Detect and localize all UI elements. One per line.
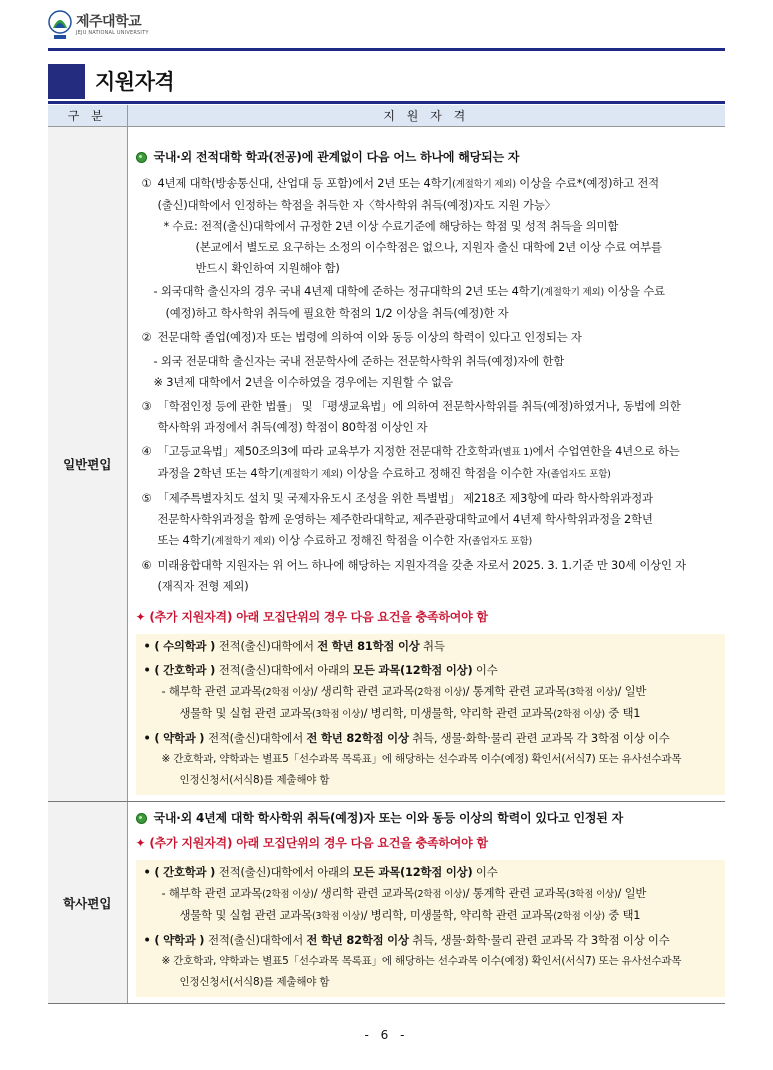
req-text: 취득, 생물·화학·물리 관련 교과목 각 3학점 이상 이수: [408, 933, 670, 947]
green-bullet-icon: [136, 152, 147, 163]
dept-label: • ( 약학과 ): [143, 731, 209, 745]
item-text: 「고등교육법」제50조의3에 따라 교육부가 지정한 전문대학 간호학과: [157, 444, 500, 458]
item-text: 4년제 대학(방송통신대, 산업대 등 포함)에서 2년 또는 4학기: [157, 176, 453, 190]
req-text-bold: 모든 과목(12학점 이상): [353, 663, 473, 677]
item-text-small: (계절학기 제외): [279, 469, 343, 480]
dept-label: • ( 간호학과 ): [143, 663, 219, 677]
req-text: 전적(출신)대학에서 아래의: [218, 865, 354, 879]
additional-requirement: ✦ (추가 지원자격) 아래 모집단위의 경우 다음 요건을 충족하여야 함: [135, 836, 488, 850]
label-bachelor-transfer: 학사편입: [48, 802, 127, 1004]
req-text: 전적(출신)대학에서 아래의: [218, 663, 354, 677]
dept-label: • ( 약학과 ): [143, 933, 209, 947]
note-text: 인정신청서(서식8)를 제출해야 함: [179, 976, 330, 988]
item-text: 이상 수료하고 정해진 학점을 이수한 자: [274, 533, 469, 547]
item-number: ④: [141, 444, 152, 458]
item-6: [136, 555, 722, 597]
logo-emblem-icon: [48, 8, 72, 42]
req-text-small: (3학점 이상): [312, 911, 364, 922]
req-text-small: (2학점 이상): [414, 889, 466, 900]
bachelor-heading: [136, 808, 722, 829]
item-text: 「제주특별자치도 설치 및 국제자유도시 조성을 위한 특별법」 제218조 제3항에 따라 학사학위과정과: [157, 491, 653, 505]
req-text: 취득: [419, 639, 445, 653]
item-5: [136, 488, 722, 552]
eligibility-table: [48, 105, 725, 1004]
req-text: / 일반: [617, 684, 647, 698]
requirement-box: [136, 634, 726, 795]
req-text-bold: 전 학년 81학점 이상: [317, 639, 420, 653]
item-text: 에서 수업연한을 4년으로 하는: [532, 444, 680, 458]
green-bullet-icon: [136, 813, 147, 824]
item-1: [136, 173, 722, 216]
university-logo: [48, 8, 149, 42]
item-text-small: (계절학기 제외): [211, 536, 275, 547]
item-text-small: (졸업자도 포함): [546, 469, 611, 480]
item-text: 이상을 수료하고 정해진 학점을 이수한 자: [342, 466, 547, 480]
foreign-text: (예정)하고 학사학위 취득에 필요한 학점의 1/2 이상을 취득(예정)한 자: [165, 306, 509, 320]
req-text: 전적(출신)대학에서: [208, 933, 307, 947]
item-text: 과정을 2학년 또는 4학기: [157, 466, 280, 480]
req-text-small: (3학점 이상): [565, 889, 618, 900]
title-block: [48, 64, 85, 99]
page-title: 지원자격: [95, 70, 175, 94]
foreign-text: 이상을 수료: [604, 284, 665, 298]
page-number: - 6 -: [364, 1028, 409, 1042]
req-text: / 생리학 관련 교과목: [313, 684, 415, 698]
note-text: ※ 간호학과, 약학과는 별표5「선수과목 목록표」에 해당하는 선수과목 이수(예정) 확인서(서식7) 또는 유사선수과목: [161, 753, 682, 765]
req-text: 취득, 생물·화학·물리 관련 교과목 각 3학점 이상 이수: [408, 731, 670, 745]
req-text: / 통계학 관련 교과목: [465, 886, 566, 900]
label-general-transfer: 일반편입: [48, 127, 127, 802]
item-number: ②: [141, 330, 152, 344]
item-number: ⑥: [141, 558, 152, 572]
content-bachelor-transfer: [127, 802, 725, 1004]
row-bachelor-transfer: [48, 802, 725, 1004]
note-text: 반드시 확인하여 지원해야 함): [195, 261, 340, 275]
req-text: / 병리학, 미생물학, 약리학 관련 교과목: [363, 706, 554, 720]
req-text: 생물학 및 실험 관련 교과목: [179, 706, 313, 720]
req-text-small: (3학점 이상): [312, 709, 364, 720]
item-text: 전문대학 졸업(예정)자 또는 법령에 의하여 이와 동등 이상의 학력이 있다고 인정되는 자: [157, 330, 582, 344]
req-text-bold: 전 학년 82학점 이상: [306, 731, 409, 745]
req-text-small: (2학점 이상): [262, 889, 314, 900]
bachelor-heading-text: 국내·외 4년제 대학 학사학위 취득(예정)자 또는 이와 동등 이상의 학력이 있다고 인정된 자: [153, 811, 624, 825]
item-text: 전문학사학위과정을 함께 운영하는 제주한라대학교, 제주관광대학교에서 4년제 학사학위과정을 2학년: [157, 512, 653, 526]
note-text: ※ 간호학과, 약학과는 별표5「선수과목 목록표」에 해당하는 선수과목 이수(예정) 확인서(서식7) 또는 유사선수과목: [161, 955, 682, 967]
req-text: 전적(출신)대학에서: [208, 731, 307, 745]
req-text: 이수: [472, 865, 498, 879]
item-2: [136, 327, 722, 348]
item-number: ⑤: [141, 491, 152, 505]
item-text: 「학점인정 등에 관한 법률」 및 「평생교육법」에 의하여 전문학사학위를 취득(예정)하였거나, 동법에 의한: [157, 399, 681, 413]
req-text: / 통계학 관련 교과목: [465, 684, 566, 698]
req-text-small: (2학점 이상): [262, 687, 314, 698]
req-text: / 일반: [617, 886, 647, 900]
dept-label: • ( 수의학과 ): [143, 639, 219, 653]
req-text-small: (2학점 이상): [553, 911, 605, 922]
req-text-bold: 모든 과목(12학점 이상): [353, 865, 473, 879]
foreign-text: - 외국대학 출신자의 경우 국내 4년제 대학에 준하는 정규대학의 2년 또는 4학기: [153, 284, 541, 298]
req-text-small: (2학점 이상): [553, 709, 605, 720]
item-text: 미래융합대학 지원자는 위 어느 하나에 해당하는 지원자격을 갖춘 자로서 2025. 3. 1.기준 만 30세 이상인 자: [157, 558, 686, 572]
header-category: 구 분: [48, 105, 127, 127]
req-text: / 병리학, 미생물학, 약리학 관련 교과목: [363, 908, 554, 922]
item-text: 학사학위 과정에서 취득(예정) 학점이 80학점 이상인 자: [157, 420, 428, 434]
item-number: ①: [141, 176, 152, 190]
item-text: 또는 4학기: [157, 533, 212, 547]
req-text: - 해부학 관련 교과목: [161, 886, 263, 900]
note-text: ※ 3년제 대학에서 2년을 이수하였을 경우에는 지원할 수 없음: [153, 375, 453, 389]
note-text: (본교에서 별도로 요구하는 소정의 이수학점은 없으나, 지원자 출신 대학에 2년 이상 수료 여부를: [195, 240, 662, 254]
note-text: * 수료: 전적(출신)대학에서 규정한 2년 이상 수료기준에 해당하는 학점 및 성적 취득을 의미함: [163, 219, 619, 233]
title-rule: [48, 101, 725, 104]
dept-label: • ( 간호학과 ): [143, 865, 219, 879]
general-heading-text: 국내·외 전적대학 학과(전공)에 관계없이 다음 어느 하나에 해당되는 자: [153, 150, 520, 164]
header-eligibility: 지 원 자 격: [127, 105, 725, 127]
row-general-transfer: [48, 127, 725, 802]
req-text-small: (3학점 이상): [565, 687, 618, 698]
item-text-small: (계절학기 제외): [452, 179, 516, 190]
item-text-small: (졸업자도 포함): [468, 536, 532, 547]
top-rule: [48, 48, 725, 51]
logo-name-en: JEJU NATIONAL UNIVERSITY: [76, 29, 149, 36]
req-text: - 해부학 관련 교과목: [161, 684, 263, 698]
req-text: 이수: [472, 663, 498, 677]
req-text: 전적(출신)대학에서: [218, 639, 318, 653]
item-text: (출신)대학에서 인정하는 학점을 취득한 자〈학사학위 취득(예정)자도 지원 가능〉: [157, 198, 556, 212]
req-text-bold: 전 학년 82학점 이상: [306, 933, 409, 947]
additional-requirement: ✦ (추가 지원자격) 아래 모집단위의 경우 다음 요건을 충족하여야 함: [135, 610, 488, 624]
req-text-small: (2학점 이상): [414, 687, 466, 698]
general-heading: [136, 147, 722, 168]
item-text: (재직자 전형 제외): [157, 579, 249, 593]
req-text: / 생리학 관련 교과목: [313, 886, 415, 900]
req-text: 중 택1: [604, 706, 641, 720]
item-number: ③: [141, 399, 152, 413]
item-4: [136, 441, 722, 485]
note-text: 인정신청서(서식8)를 제출해야 함: [179, 774, 330, 786]
requirement-box: [136, 860, 726, 997]
item-3: [136, 396, 722, 438]
logo-name-kr: 제주대학교: [76, 13, 142, 30]
req-text: 중 택1: [604, 908, 641, 922]
req-text: 생물학 및 실험 관련 교과목: [179, 908, 313, 922]
foreign-text: - 외국 전문대학 출신자는 국내 전문학사에 준하는 전문학사학위 취득(예정)자에 한함: [153, 354, 565, 368]
foreign-text-small: (계절학기 제외): [540, 287, 604, 298]
item-text-small: (별표 1): [499, 447, 533, 458]
item-text: 이상을 수료*(예정)하고 전적: [515, 176, 659, 190]
content-general-transfer: [127, 127, 725, 802]
